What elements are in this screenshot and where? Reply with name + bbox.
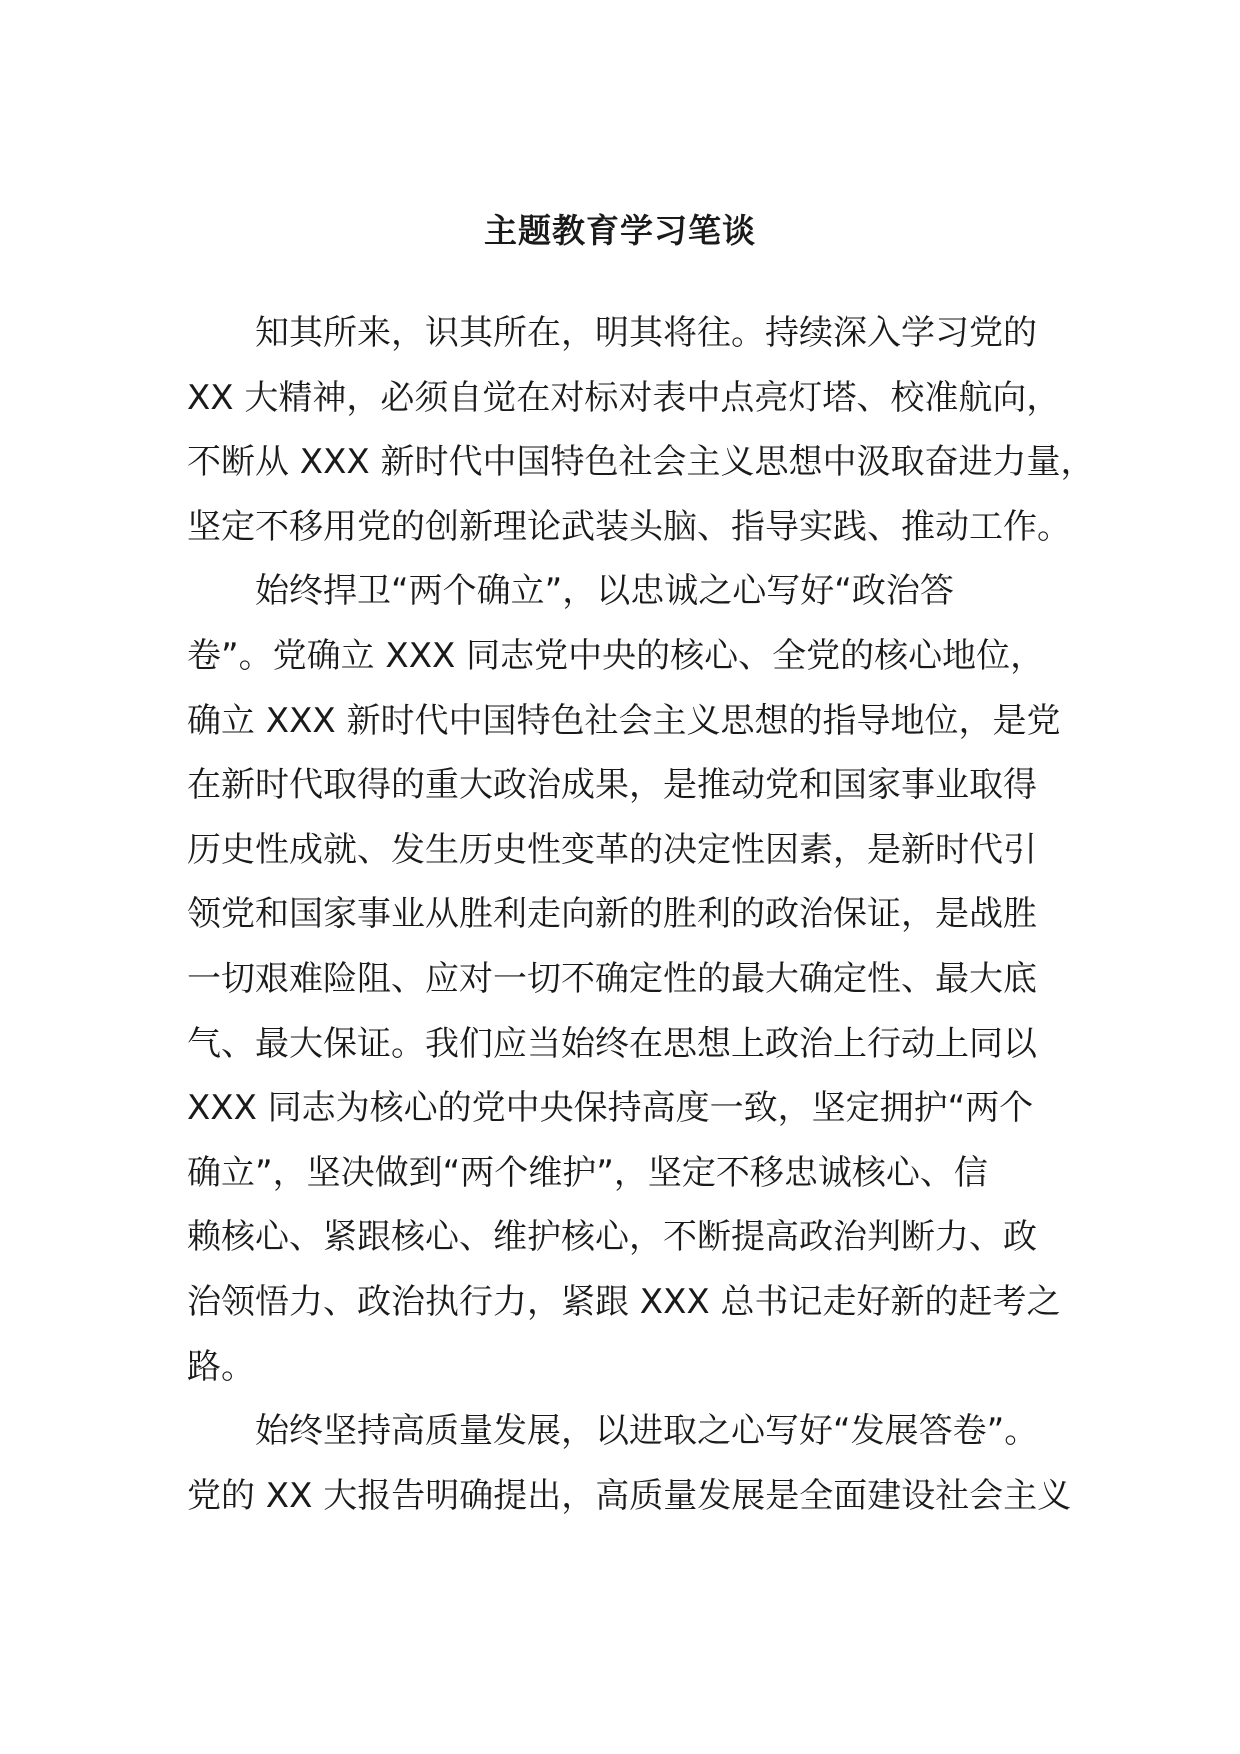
body-line: 卷”。党确立 XXX 同志党中央的核心、全党的核心地位， (187, 635, 1045, 676)
body-line: 党的 XX 大报告明确提出，高质量发展是全面建设社会主义 (187, 1475, 1072, 1516)
body-line: 始终捍卫“两个确立”，以忠诚之心写好“政治答 (255, 571, 954, 612)
body-line: 领党和国家事业从胜利走向新的胜利的政治保证，是战胜 (187, 894, 1037, 935)
body-line: 在新时代取得的重大政治成果，是推动党和国家事业取得 (187, 765, 1037, 806)
document-title: 主题教育学习笔谈 (484, 211, 756, 250)
document-body (187, 301, 1095, 1528)
body-line: 不断从 XXX 新时代中国特色社会主义思想中汲取奋进力量， (187, 442, 1095, 483)
body-line: 确立 XXX 新时代中国特色社会主义思想的指导地位，是党 (187, 700, 1061, 741)
body-line: 确立”，坚决做到“两个维护”，坚定不移忠诚核心、信 (187, 1152, 988, 1193)
body-line: 知其所来，识其所在，明其将往。持续深入学习党的 (255, 313, 1037, 353)
body-line: XX 大精神，必须自觉在对标对表中点亮灯塔、校准航向， (187, 377, 1061, 418)
body-line: 坚定不移用党的创新理论武装头脑、指导实践、推动工作。 (187, 506, 1071, 547)
body-line: 气、最大保证。我们应当始终在思想上政治上行动上同以 (187, 1023, 1037, 1064)
body-line: 路。 (187, 1346, 255, 1387)
body-line: 一切艰难险阻、应对一切不确定性的最大确定性、最大底 (187, 958, 1037, 999)
body-line: 赖核心、紧跟核心、维护核心，不断提高政治判断力、政 (187, 1217, 1037, 1258)
body-line: 治领悟力、政治执行力，紧跟 XXX 总书记走好新的赶考之 (187, 1281, 1061, 1322)
body-line: XXX 同志为核心的党中央保持高度一致，坚定拥护“两个 (187, 1088, 1034, 1129)
body-line: 始终坚持高质量发展，以进取之心写好“发展答卷”。 (255, 1411, 1039, 1452)
body-line: 历史性成就、发生历史性变革的决定性因素，是新时代引 (187, 829, 1037, 870)
